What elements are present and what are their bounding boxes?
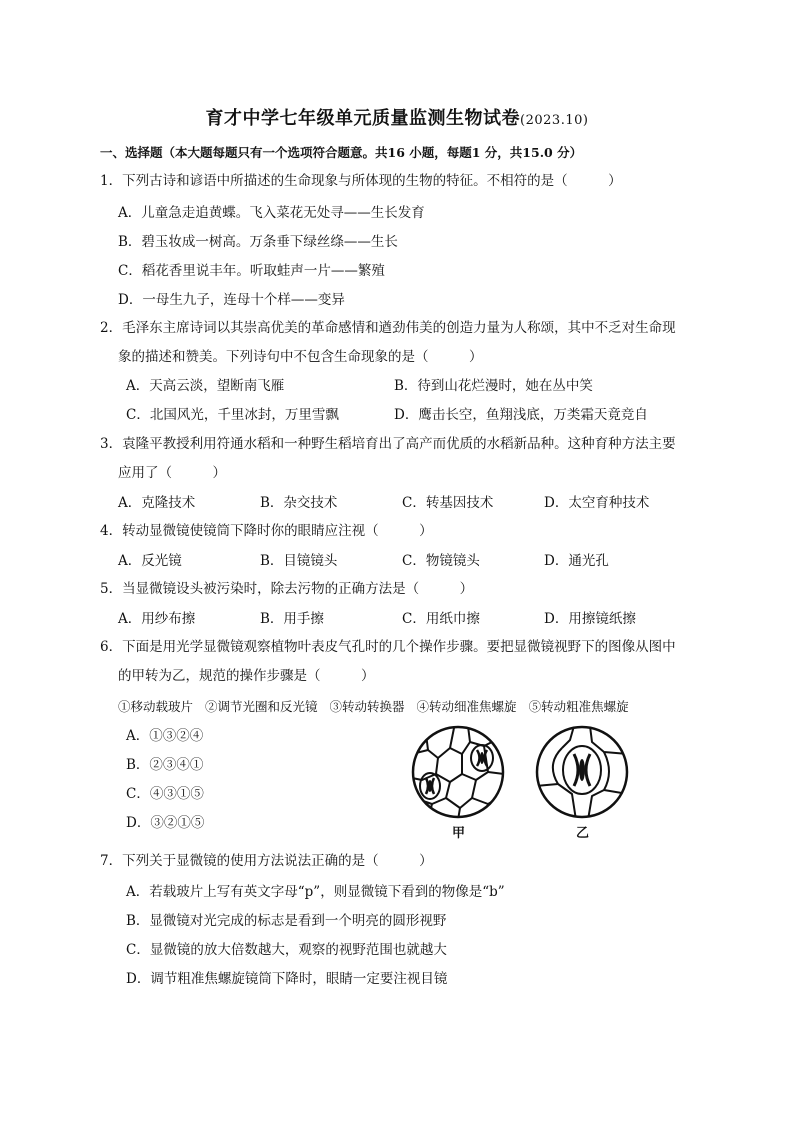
step-5: ⑤转动粗准焦螺旋 <box>528 699 629 714</box>
question-3-option-a: A．克隆技术 <box>118 495 196 511</box>
question-2-option-c: C．北国风光，千里冰封，万里雪飘 <box>126 407 339 423</box>
question-7-option-a: A．若载玻片上写有英文字母“p”，则显微镜下看到的物像是“b” <box>126 884 505 900</box>
question-1-option-c: C．稻花香里说丰年。听取蛙声一片——繁殖 <box>118 263 385 279</box>
question-3-option-d: D．太空育种技术 <box>544 495 650 511</box>
question-5-stem: 5．当显微镜设头被污染时，除去污物的正确方法是（ ） <box>100 581 474 597</box>
microscope-field-jia-figure <box>410 724 506 820</box>
question-5-option-a: A．用纱布擦 <box>118 611 196 627</box>
question-6-option-d: D．③②①⑤ <box>126 815 205 831</box>
question-5-option-b: B．用手擦 <box>260 611 324 627</box>
question-6-option-c: C．④③①⑤ <box>126 786 204 802</box>
question-3-stem-line2: 应用了（ ） <box>118 465 226 481</box>
question-3-option-c: C．转基因技术 <box>402 495 494 511</box>
question-2-option-d: D．鹰击长空，鱼翔浅底，万类霜天竟竞自 <box>394 407 648 423</box>
question-6-stem-line1: 6．下面是用光学显微镜观察植物叶表皮气孔时的几个操作步骤。要把显微镜视野下的图像从图中 <box>100 639 676 655</box>
question-4-option-d: D．通光孔 <box>544 553 609 569</box>
figure-label-jia: 甲 <box>452 826 466 841</box>
question-6-option-b: B．②③④① <box>126 757 204 773</box>
question-2-stem-line2: 象的描述和赞美。下列诗句中不包含生命现象的是（ ） <box>118 349 483 365</box>
question-6-option-a: A．①③②④ <box>126 728 204 744</box>
question-6-steps <box>118 697 641 715</box>
question-1-option-d: D．一母生九子，连母十个样——变异 <box>118 292 345 308</box>
question-1-option-a: A．儿童急走追黄蝶。飞入菜花无处寻——生长发育 <box>118 205 425 221</box>
question-3-option-b: B．杂交技术 <box>260 495 338 511</box>
step-3: ③转动转换器 <box>329 699 405 714</box>
question-4-option-b: B．目镜镜头 <box>260 553 338 569</box>
figure-label-yi: 乙 <box>576 826 590 841</box>
question-7-option-c: C．显微镜的放大倍数越大，观察的视野范围也就越大 <box>126 942 447 958</box>
question-7-stem: 7．下列关于显微镜的使用方法说法正确的是（ ） <box>100 853 433 869</box>
microscope-field-yi-figure <box>534 724 630 820</box>
question-2-option-b: B．待到山花烂漫时，她在丛中笑 <box>394 378 593 394</box>
question-2-option-a: A．天高云淡，望断南飞雁 <box>126 378 285 394</box>
step-2: ②调节光圈和反光镜 <box>205 699 318 714</box>
question-4-stem: 4．转动显微镜使镜筒下降时你的眼睛应注视（ ） <box>100 523 433 539</box>
question-3-stem-line1: 3．袁隆平教授利用符通水稻和一种野生稻培育出了高产而优质的水稻新品种。这种育种方法主要 <box>100 436 676 452</box>
question-4-option-a: A．反光镜 <box>118 553 182 569</box>
question-7-option-b: B．显微镜对光完成的标志是看到一个明亮的圆形视野 <box>126 913 447 929</box>
title-text: 育才中学七年级单元质量监测生物试卷 <box>205 108 521 129</box>
question-1-option-b: B．碧玉妆成一树高。万条垂下绿丝绦——生长 <box>118 234 398 250</box>
title-date: (2023.10) <box>520 113 589 128</box>
question-4-option-c: C．物镜镜头 <box>402 553 480 569</box>
question-7-option-d: D．调节粗准焦螺旋镜筒下降时，眼睛一定要注视目镜 <box>126 971 448 987</box>
question-2-stem-line1: 2．毛泽东主席诗词以其崇高优美的革命感情和遒劲伟美的创造力量为人称颂，其中不乏对生命现 <box>100 320 676 336</box>
step-1: ①移动载玻片 <box>118 699 194 714</box>
page-title <box>0 104 794 130</box>
question-6-stem-line2: 的甲转为乙，规范的操作步骤是（ ） <box>118 668 375 684</box>
step-4: ④转动细准焦螺旋 <box>416 699 517 714</box>
question-1-stem: 1．下列古诗和谚语中所描述的生命现象与所体现的生物的特征。不相符的是（ ） <box>100 173 622 189</box>
section-heading: 一、选择题（本大题每题只有一个选项符合题意。共16 小题，每题1 分，共15.0 分） <box>100 145 583 160</box>
question-5-option-c: C．用纸巾擦 <box>402 611 480 627</box>
question-5-option-d: D．用擦镜纸擦 <box>544 611 636 627</box>
